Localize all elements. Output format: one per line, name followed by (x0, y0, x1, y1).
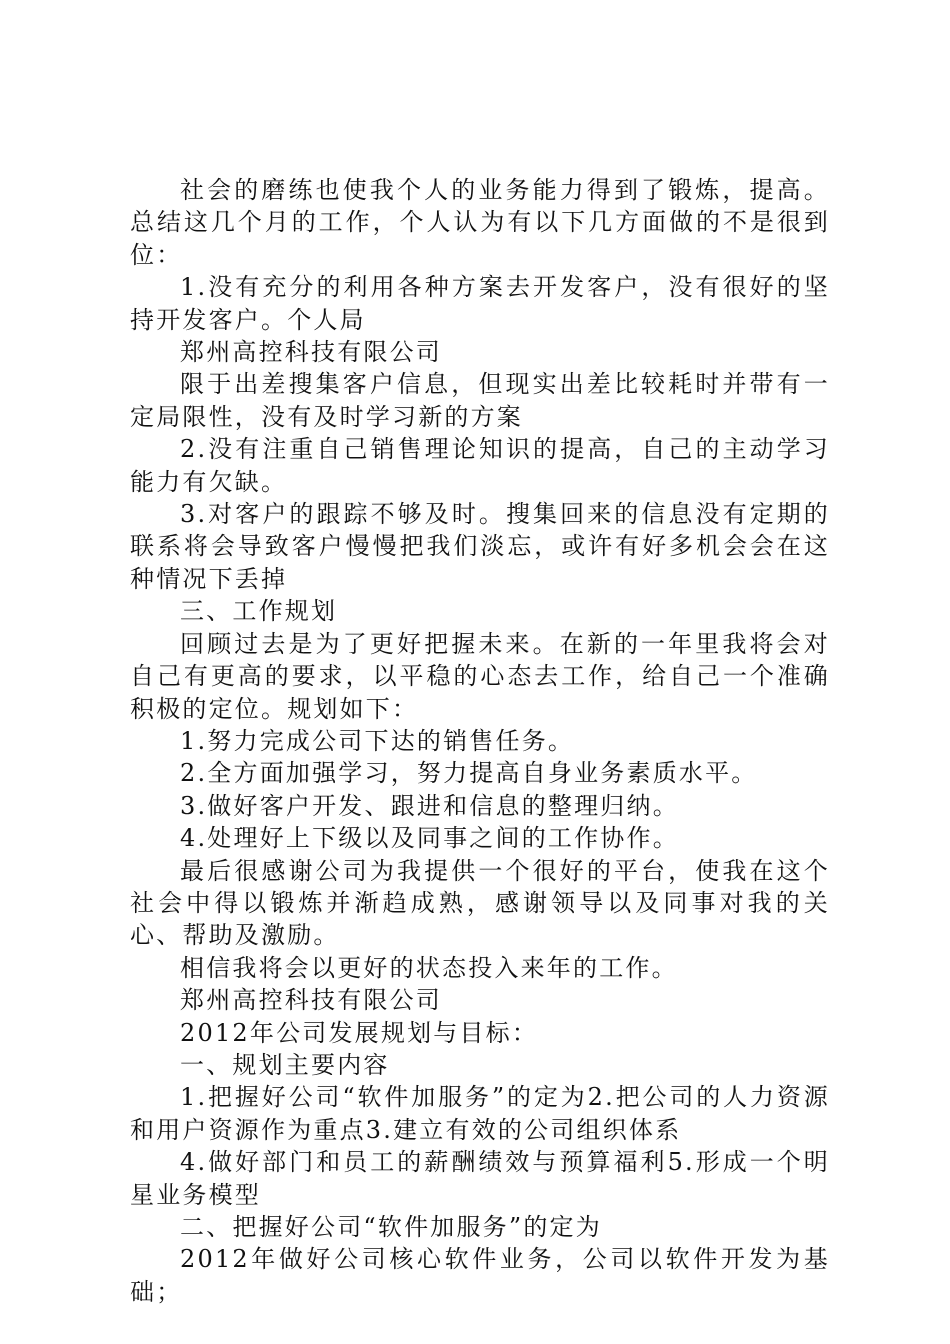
paragraph-2: 1.没有充分的利用各种方案去开发客户，没有很好的坚持开发客户。个人局 (130, 273, 830, 334)
document-body (130, 174, 830, 1308)
paragraph-3: 郑州高控科技有限公司 (180, 338, 442, 367)
paragraph-9: 1.努力完成公司下达的销售任务。 (180, 726, 575, 755)
paragraph-1: 社会的磨练也使我个人的业务能力得到了锻炼，提高。总结这几个月的工作，个人认为有以下几方面做的不是很到位： (130, 176, 830, 269)
paragraph-18: 1.把握好公司“软件加服务”的定为2.把公司的人力资源和用户资源作为重点3.建立有效的公司组织体系 (130, 1083, 830, 1144)
section-heading-work-plan: 三、工作规划 (180, 597, 338, 626)
paragraph-6: 3.对客户的跟踪不够及时。搜集回来的信息没有定期的联系将会导致客户慢慢把我们淡忘，或许有好多机会会在这种情况下丢掉 (130, 500, 830, 593)
paragraph-15: 郑州高控科技有限公司 (180, 986, 442, 1015)
paragraph-4: 限于出差搜集客户信息，但现实出差比较耗时并带有一定局限性，没有及时学习新的方案 (130, 370, 830, 431)
paragraph-21: 2012年做好公司核心软件业务，公司以软件开发为基础； (130, 1245, 830, 1306)
paragraph-8: 回顾过去是为了更好把握未来。在新的一年里我将会对自己有更高的要求，以平稳的心态去工作，给自己一个准确积极的定位。规划如下： (130, 629, 830, 723)
paragraph-12: 4.处理好上下级以及同事之间的工作协作。 (180, 824, 679, 853)
paragraph-14: 相信我将会以更好的状态投入来年的工作。 (180, 953, 678, 982)
section-heading-software-service: 二、把握好公司“软件加服务”的定为 (180, 1213, 602, 1241)
paragraph-10: 2.全方面加强学习，努力提高自身业务素质水平。 (180, 759, 758, 788)
paragraph-16: 2012年公司发展规划与目标： (180, 1018, 539, 1047)
paragraph-19: 4.做好部门和员工的薪酬绩效与预算福利5.形成一个明星业务模型 (130, 1148, 830, 1209)
paragraph-13: 最后很感谢公司为我提供一个很好的平台，使我在这个社会中得以锻炼并渐趋成熟，感谢领导以及同事对我的关心、帮助及激励。 (130, 856, 830, 950)
section-heading-plan-content: 一、规划主要内容 (180, 1050, 390, 1079)
paragraph-5: 2.没有注重自己销售理论知识的提高，自己的主动学习能力有欠缺。 (130, 435, 830, 496)
paragraph-11: 3.做好客户开发、跟进和信息的整理归纳。 (180, 791, 679, 820)
